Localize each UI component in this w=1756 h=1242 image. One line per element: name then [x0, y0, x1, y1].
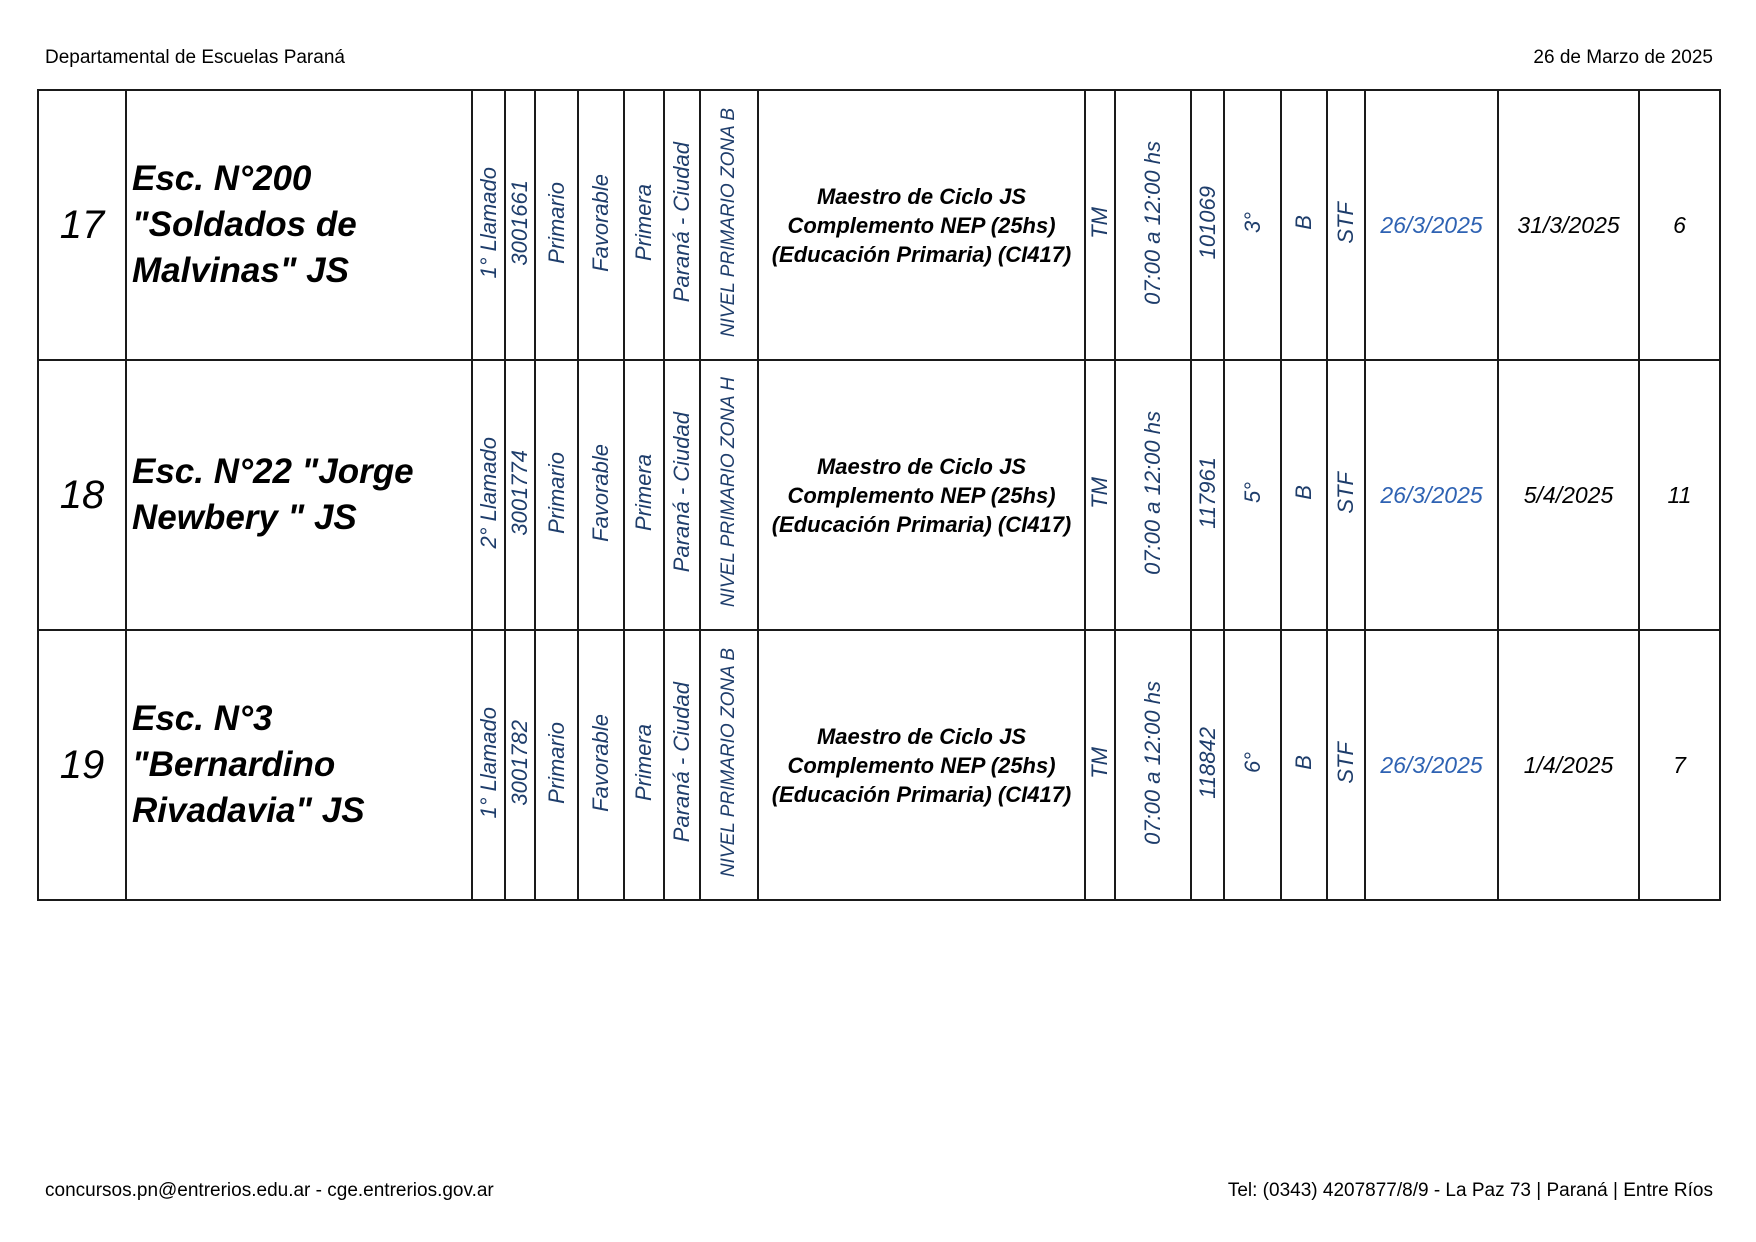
- dias: 11: [1639, 360, 1720, 630]
- header-institution: Departamental de Escuelas Paraná: [45, 47, 345, 68]
- school-name: Esc. N°3 "Bernardino Rivadavia" JS: [126, 630, 472, 900]
- llamado-cell: [472, 630, 505, 900]
- dias: 6: [1639, 90, 1720, 360]
- table-row: [38, 630, 1720, 900]
- vacancies-table: [37, 89, 1721, 901]
- llamado: 1° Llamado: [475, 706, 501, 819]
- horario: 07:00 a 12:00 hs: [1140, 680, 1165, 845]
- legajo: 118842: [1194, 726, 1220, 799]
- localidad-cell: [664, 360, 700, 630]
- situacion: STF: [1333, 201, 1358, 244]
- situacion-cell: [1327, 90, 1365, 360]
- header-date: 26 de Marzo de 2025: [1533, 47, 1713, 68]
- horario-cell: [1115, 360, 1191, 630]
- codigo: 3001774: [507, 449, 532, 536]
- horario: 07:00 a 12:00 hs: [1140, 140, 1165, 305]
- cargo: Maestro de Ciclo JS Complemento NEP (25hs) (Educación Primaria) (CI417): [758, 360, 1085, 630]
- turno: TM: [1087, 206, 1112, 239]
- localidad-cell: [664, 90, 700, 360]
- row-number: 17: [38, 90, 126, 360]
- turno-cell: [1085, 90, 1115, 360]
- localidad: Paraná - Ciudad: [669, 682, 694, 843]
- grado: 5°: [1239, 481, 1265, 504]
- horario-cell: [1115, 90, 1191, 360]
- seccion-cell: [1281, 90, 1327, 360]
- localidad: Paraná - Ciudad: [669, 412, 694, 573]
- ubicacion-cell: [578, 90, 624, 360]
- zona: NIVEL PRIMARIO ZONA B: [718, 647, 739, 878]
- footer-contact-address: Tel: (0343) 4207877/8/9 - La Paz 73 | Paraná | Entre Ríos: [1227, 1180, 1713, 1201]
- ubicacion-cell: [578, 360, 624, 630]
- codigo-cell: [505, 360, 535, 630]
- turno-cell: [1085, 630, 1115, 900]
- localidad: Paraná - Ciudad: [669, 142, 694, 303]
- categoria-cell: [624, 630, 664, 900]
- situacion: STF: [1333, 471, 1358, 514]
- fecha-desde: 26/3/2025: [1365, 90, 1498, 360]
- fecha-hasta: 5/4/2025: [1498, 360, 1639, 630]
- seccion-cell: [1281, 630, 1327, 900]
- row-number: 18: [38, 360, 126, 630]
- seccion: B: [1291, 215, 1316, 230]
- school-name: Esc. N°22 "Jorge Newbery " JS: [126, 360, 472, 630]
- localidad-cell: [664, 630, 700, 900]
- ubicacion-cell: [578, 630, 624, 900]
- seccion: B: [1291, 755, 1316, 770]
- nivel-cell: [535, 630, 578, 900]
- cargo: Maestro de Ciclo JS Complemento NEP (25hs) (Educación Primaria) (CI417): [758, 90, 1085, 360]
- llamado-cell: [472, 360, 505, 630]
- nivel: Primario: [543, 451, 569, 534]
- categoria-cell: [624, 90, 664, 360]
- grado: 6°: [1239, 751, 1265, 774]
- seccion-cell: [1281, 360, 1327, 630]
- legajo-cell: [1191, 360, 1224, 630]
- categoria: Primera: [631, 723, 656, 801]
- legajo-cell: [1191, 630, 1224, 900]
- legajo: 117961: [1194, 456, 1220, 529]
- row-number: 19: [38, 630, 126, 900]
- situacion: STF: [1333, 741, 1358, 784]
- codigo: 3001782: [507, 719, 532, 806]
- codigo-cell: [505, 90, 535, 360]
- codigo-cell: [505, 630, 535, 900]
- dias: 7: [1639, 630, 1720, 900]
- zona-cell: [700, 630, 758, 900]
- ubicacion: Favorable: [588, 713, 613, 812]
- table-row: [38, 90, 1720, 360]
- categoria: Primera: [631, 183, 656, 261]
- situacion-cell: [1327, 630, 1365, 900]
- horario: 07:00 a 12:00 hs: [1140, 410, 1165, 575]
- horario-cell: [1115, 630, 1191, 900]
- turno-cell: [1085, 360, 1115, 630]
- grado-cell: [1224, 90, 1281, 360]
- llamado: 2° Llamado: [475, 436, 501, 549]
- codigo: 3001661: [507, 179, 532, 266]
- legajo: 101069: [1194, 185, 1220, 260]
- zona-cell: [700, 360, 758, 630]
- nivel: Primario: [543, 181, 569, 264]
- fecha-desde: 26/3/2025: [1365, 630, 1498, 900]
- ubicacion: Favorable: [588, 173, 613, 272]
- fecha-hasta: 1/4/2025: [1498, 630, 1639, 900]
- llamado: 1° Llamado: [475, 166, 501, 279]
- categoria-cell: [624, 360, 664, 630]
- turno: TM: [1087, 476, 1112, 509]
- school-name: Esc. N°200 "Soldados de Malvinas" JS: [126, 90, 472, 360]
- zona-cell: [700, 90, 758, 360]
- table-row: [38, 360, 1720, 630]
- categoria: Primera: [631, 453, 656, 531]
- fecha-desde: 26/3/2025: [1365, 360, 1498, 630]
- fecha-hasta: 31/3/2025: [1498, 90, 1639, 360]
- nivel-cell: [535, 90, 578, 360]
- nivel-cell: [535, 360, 578, 630]
- grado: 3°: [1239, 211, 1265, 234]
- nivel: Primario: [543, 721, 569, 804]
- ubicacion: Favorable: [588, 443, 613, 542]
- legajo-cell: [1191, 90, 1224, 360]
- zona: NIVEL PRIMARIO ZONA B: [718, 107, 739, 338]
- footer-contact-email: concursos.pn@entrerios.edu.ar - cge.entrerios.gov.ar: [45, 1180, 494, 1201]
- situacion-cell: [1327, 360, 1365, 630]
- grado-cell: [1224, 360, 1281, 630]
- zona: NIVEL PRIMARIO ZONA H: [718, 377, 739, 608]
- llamado-cell: [472, 90, 505, 360]
- seccion: B: [1291, 485, 1316, 500]
- grado-cell: [1224, 630, 1281, 900]
- cargo: Maestro de Ciclo JS Complemento NEP (25hs) (Educación Primaria) (CI417): [758, 630, 1085, 900]
- turno: TM: [1087, 746, 1112, 779]
